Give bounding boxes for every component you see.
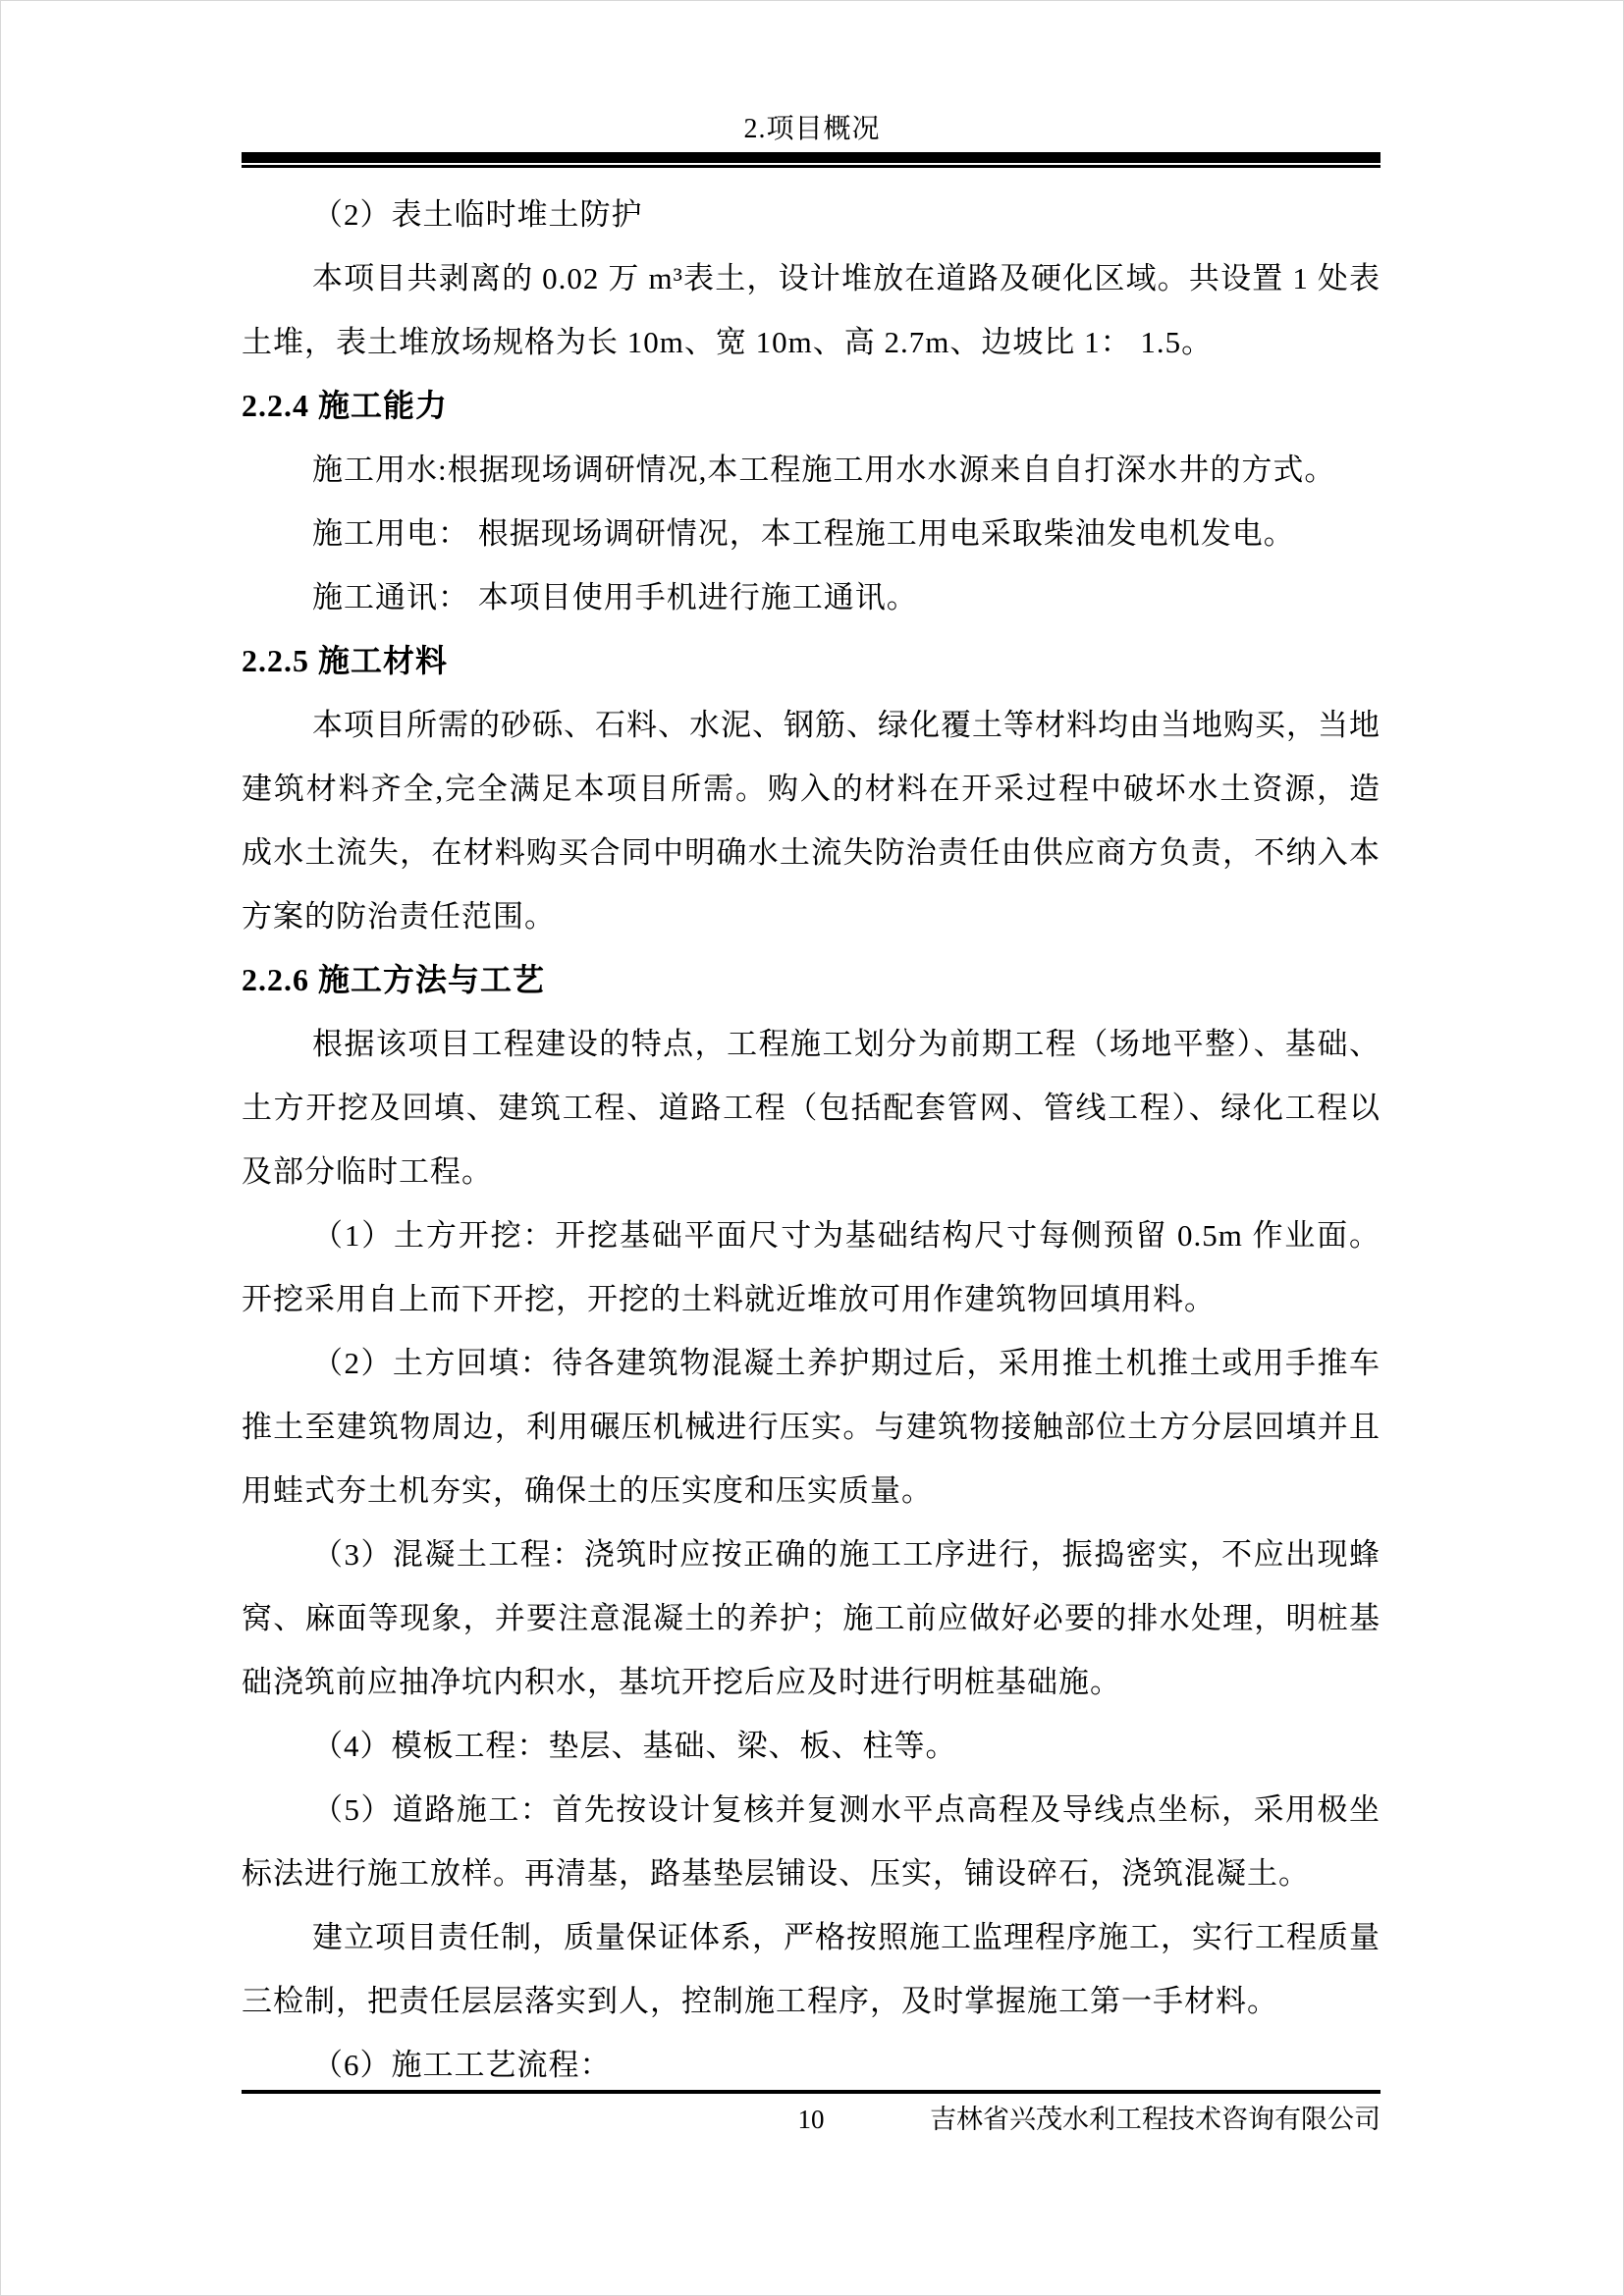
page-header-title: 2.项目概况 [743,114,881,144]
paragraph: （2）表土临时堆土防护 [312,197,643,232]
section-heading: 2.2.5 施工材料 [242,643,449,678]
paragraph: 根据该项目工程建设的特点，工程施工划分为前期工程（场地平整）、基础、土方开挖及回填、建筑工程、道路工程（包括配套管网、管线工程）、绿化工程以及部分临时工程。 [242,1027,1380,1189]
header-divider-rule [242,152,1380,168]
page-footer [242,2100,1380,2139]
paragraph: （5）道路施工：首先按设计复核并复测水平点高程及导线点坐标，采用极坐标法进行施工放样。再清基，路基垫层铺设、压实，铺设碎石，浇筑混凝土。 [242,1792,1380,1891]
paragraph: （1）土方开挖：开挖基础平面尺寸为基础结构尺寸每侧预留 0.5m 作业面。开挖采用自上而下开挖，开挖的土料就近堆放可用作建筑物回填用料。 [242,1218,1380,1316]
section-heading: 2.2.4 施工能力 [242,388,449,423]
paragraph: 施工用电： 根据现场调研情况，本工程施工用电采取柴油发电机发电。 [312,516,1295,551]
paragraph: （6）施工工艺流程： [312,2048,612,2082]
page-number: 10 [797,2105,825,2134]
footer-divider-rule [242,2090,1380,2094]
footer-company-name: 吉林省兴茂水利工程技术咨询有限公司 [930,2105,1380,2134]
paragraph: 施工用水:根据现场调研情况,本工程施工用水水源来自自打深水井的方式。 [312,453,1336,487]
paragraph: 施工通讯： 本项目使用手机进行施工通讯。 [312,580,918,614]
paragraph: （2）土方回填：待各建筑物混凝土养护期过后，采用推土机推土或用手推车推土至建筑物周边，利用碾压机械进行压实。与建筑物接触部位土方分层回填并且用蛙式夯土机夯实，确保土的压实度和压实质量。 [242,1346,1380,1508]
paragraph: 建立项目责任制，质量保证体系，严格按照施工监理程序施工，实行工程质量三检制，把责任层层落实到人，控制施工程序，及时掌握施工第一手材料。 [242,1920,1380,2018]
paragraph: （4）模板工程：垫层、基础、梁、板、柱等。 [312,1729,957,1763]
section-heading: 2.2.6 施工方法与工艺 [242,962,546,997]
paragraph: 本项目所需的砂砾、石料、水泥、钢筋、绿化覆土等材料均由当地购买，当地建筑材料齐全,完全满足本项目所需。购入的材料在开采过程中破坏水土资源，造成水土流失，在材料购买合同中明确水土流失防治责任由供应商方负责，不纳入本方案的防治责任范围。 [242,708,1380,934]
paragraph: 本项目共剥离的 0.02 万 m³表土，设计堆放在道路及硬化区域。共设置 1 处表土堆，表土堆放场规格为长 10m、宽 10m、高 2.7m、边坡比 1： 1.5。 [242,261,1380,359]
paragraph: （3）混凝土工程：浇筑时应按正确的施工工序进行，振捣密实，不应出现蜂窝、麻面等现象，并要注意混凝土的养护；施工前应做好必要的排水处理，明桩基础浇筑前应抽净坑内积水，基坑开挖后应及时进行明桩基础施。 [242,1537,1380,1699]
document-body [242,183,1380,2097]
